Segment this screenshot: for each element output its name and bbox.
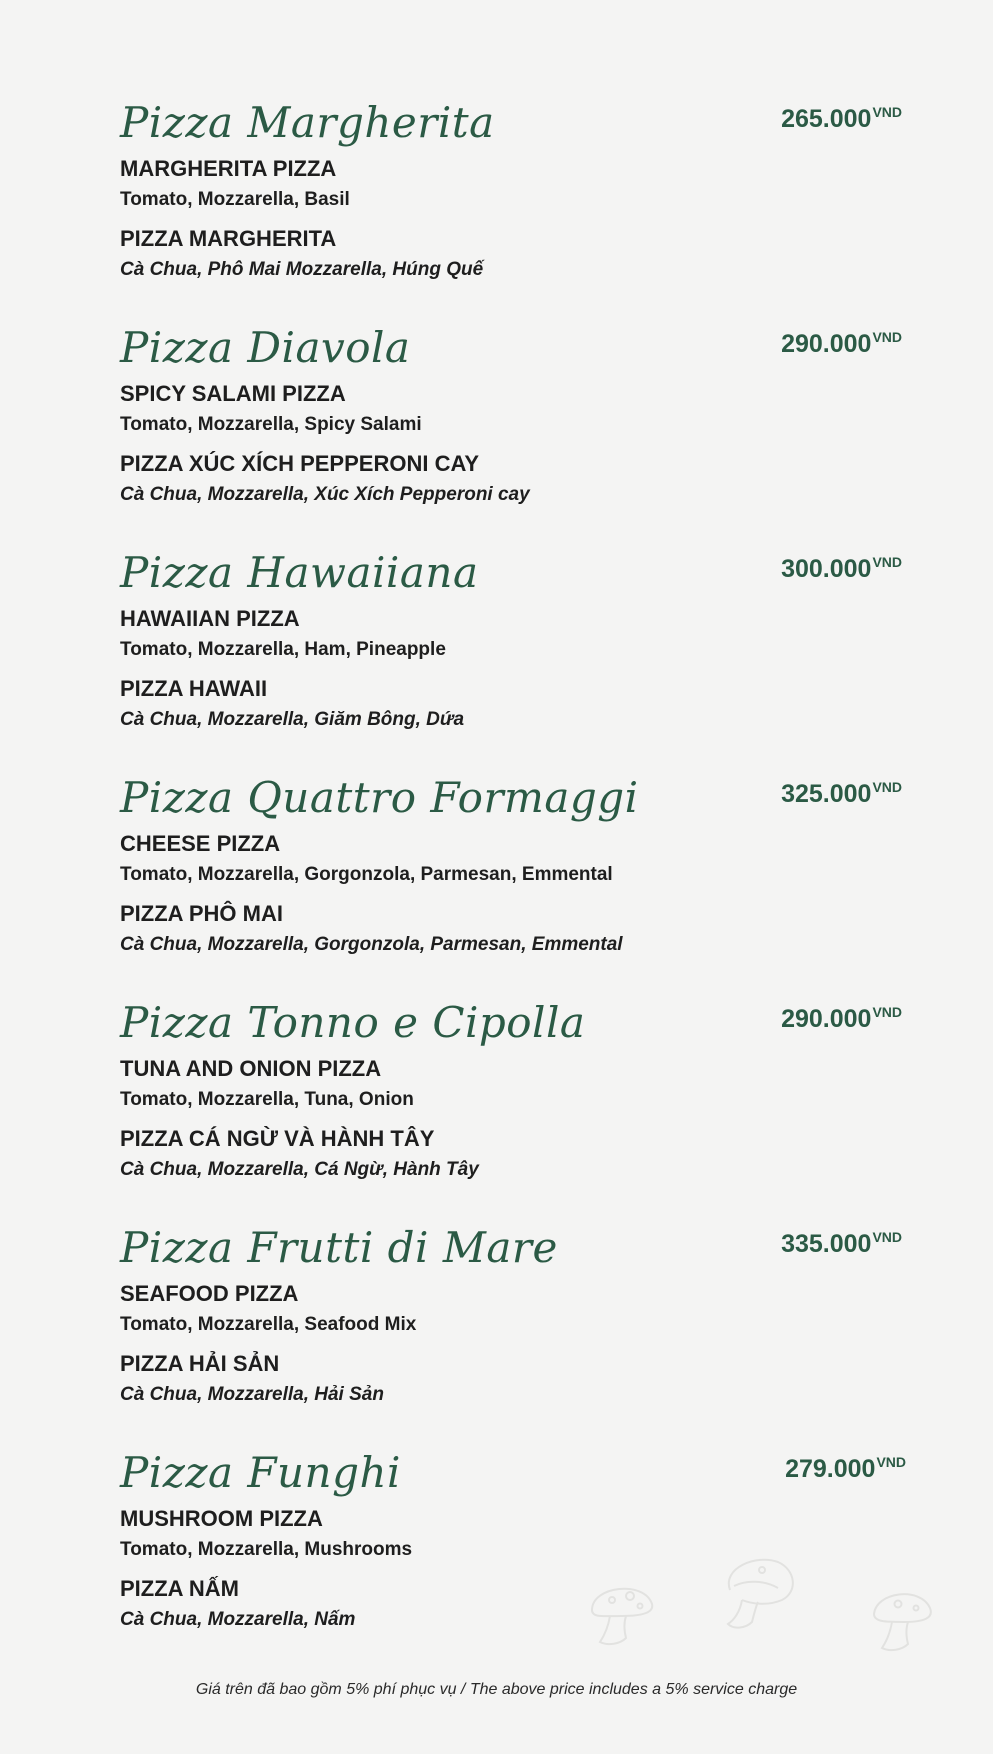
item-title-en: HAWAIIAN PIZZA <box>120 606 300 631</box>
item-title-vi: PIZZA PHÔ MAI <box>120 901 283 926</box>
item-name: Pizza Hawaiiana <box>120 548 479 597</box>
menu-item-quattro-formaggi <box>120 769 910 961</box>
mushroom-icon <box>862 1578 942 1658</box>
item-price <box>785 1454 906 1484</box>
menu-item-diavola <box>120 319 910 511</box>
item-title-vi: PIZZA XÚC XÍCH PEPPERONI CAY <box>120 451 479 476</box>
price-currency: VND <box>872 554 902 570</box>
item-desc-en: Tomato, Mozzarella, Ham, Pineapple <box>120 639 446 660</box>
item-desc-en: Tomato, Mozzarella, Gorgonzola, Parmesan, Emmental <box>120 864 613 885</box>
item-desc-vi: Cà Chua, Mozzarella, Xúc Xích Pepperoni cay <box>120 484 530 505</box>
item-price <box>781 1004 902 1034</box>
item-desc-vi: Cà Chua, Mozzarella, Hải Sản <box>120 1384 384 1405</box>
price-currency: VND <box>872 779 902 795</box>
item-title-vi: PIZZA NẤM <box>120 1576 239 1601</box>
item-desc-vi: Cà Chua, Mozzarella, Giăm Bông, Dứa <box>120 709 465 730</box>
item-price <box>781 779 902 809</box>
item-title-en: MARGHERITA PIZZA <box>120 156 337 181</box>
menu-item-margherita <box>120 94 910 286</box>
price-currency: VND <box>872 104 902 120</box>
item-title-vi: PIZZA HAWAII <box>120 676 268 701</box>
item-title-vi: PIZZA HẢI SẢN <box>120 1351 280 1376</box>
item-title-vi: PIZZA CÁ NGỪ VÀ HÀNH TÂY <box>120 1126 435 1151</box>
item-desc-vi: Cà Chua, Phô Mai Mozzarella, Húng Quế <box>120 259 484 280</box>
price-currency: VND <box>872 1229 902 1245</box>
price-value: 265.000 <box>781 105 872 133</box>
mushroom-icon <box>712 1550 802 1634</box>
service-charge-note: Giá trên đã bao gồm 5% phí phục vụ / The above price includes a 5% service charge <box>195 1681 798 1698</box>
item-desc-vi: Cà Chua, Mozzarella, Gorgonzola, Parmesan, Emmental <box>120 934 623 955</box>
menu-item-hawaiiana <box>120 544 910 736</box>
price-value: 300.000 <box>781 555 872 583</box>
item-name: Pizza Margherita <box>120 98 495 147</box>
item-title-en: SPICY SALAMI PIZZA <box>120 381 346 406</box>
price-value: 335.000 <box>781 1230 872 1258</box>
item-title-vi: PIZZA MARGHERITA <box>120 226 337 251</box>
item-name: Pizza Diavola <box>120 323 411 372</box>
item-price <box>781 1229 902 1259</box>
item-price <box>781 554 902 584</box>
price-currency: VND <box>872 1004 902 1020</box>
item-price <box>781 104 902 134</box>
mushroom-icon <box>582 1572 662 1652</box>
item-desc-en: Tomato, Mozzarella, Spicy Salami <box>120 414 422 435</box>
price-value: 279.000 <box>785 1455 876 1483</box>
item-name: Pizza Tonno e Cipolla <box>120 998 586 1047</box>
item-name: Pizza Quattro Formaggi <box>120 773 639 822</box>
price-value: 290.000 <box>781 1005 872 1033</box>
item-title-en: SEAFOOD PIZZA <box>120 1281 299 1306</box>
item-price <box>781 329 902 359</box>
price-currency: VND <box>876 1454 906 1470</box>
item-desc-en: Tomato, Mozzarella, Tuna, Onion <box>120 1089 414 1110</box>
price-value: 325.000 <box>781 780 872 808</box>
menu-item-frutti-di-mare <box>120 1219 910 1411</box>
item-title-en: TUNA AND ONION PIZZA <box>120 1056 382 1081</box>
item-desc-en: Tomato, Mozzarella, Basil <box>120 189 350 210</box>
price-currency: VND <box>872 329 902 345</box>
item-title-en: MUSHROOM PIZZA <box>120 1506 323 1531</box>
item-title-en: CHEESE PIZZA <box>120 831 281 856</box>
item-desc-en: Tomato, Mozzarella, Mushrooms <box>120 1539 413 1560</box>
item-desc-vi: Cà Chua, Mozzarella, Nấm <box>120 1609 356 1630</box>
item-desc-en: Tomato, Mozzarella, Seafood Mix <box>120 1314 417 1335</box>
menu-item-tonno-e-cipolla <box>120 994 910 1186</box>
price-value: 290.000 <box>781 330 872 358</box>
item-desc-vi: Cà Chua, Mozzarella, Cá Ngừ, Hành Tây <box>120 1159 479 1180</box>
item-name: Pizza Funghi <box>120 1448 401 1497</box>
item-name: Pizza Frutti di Mare <box>120 1223 558 1272</box>
